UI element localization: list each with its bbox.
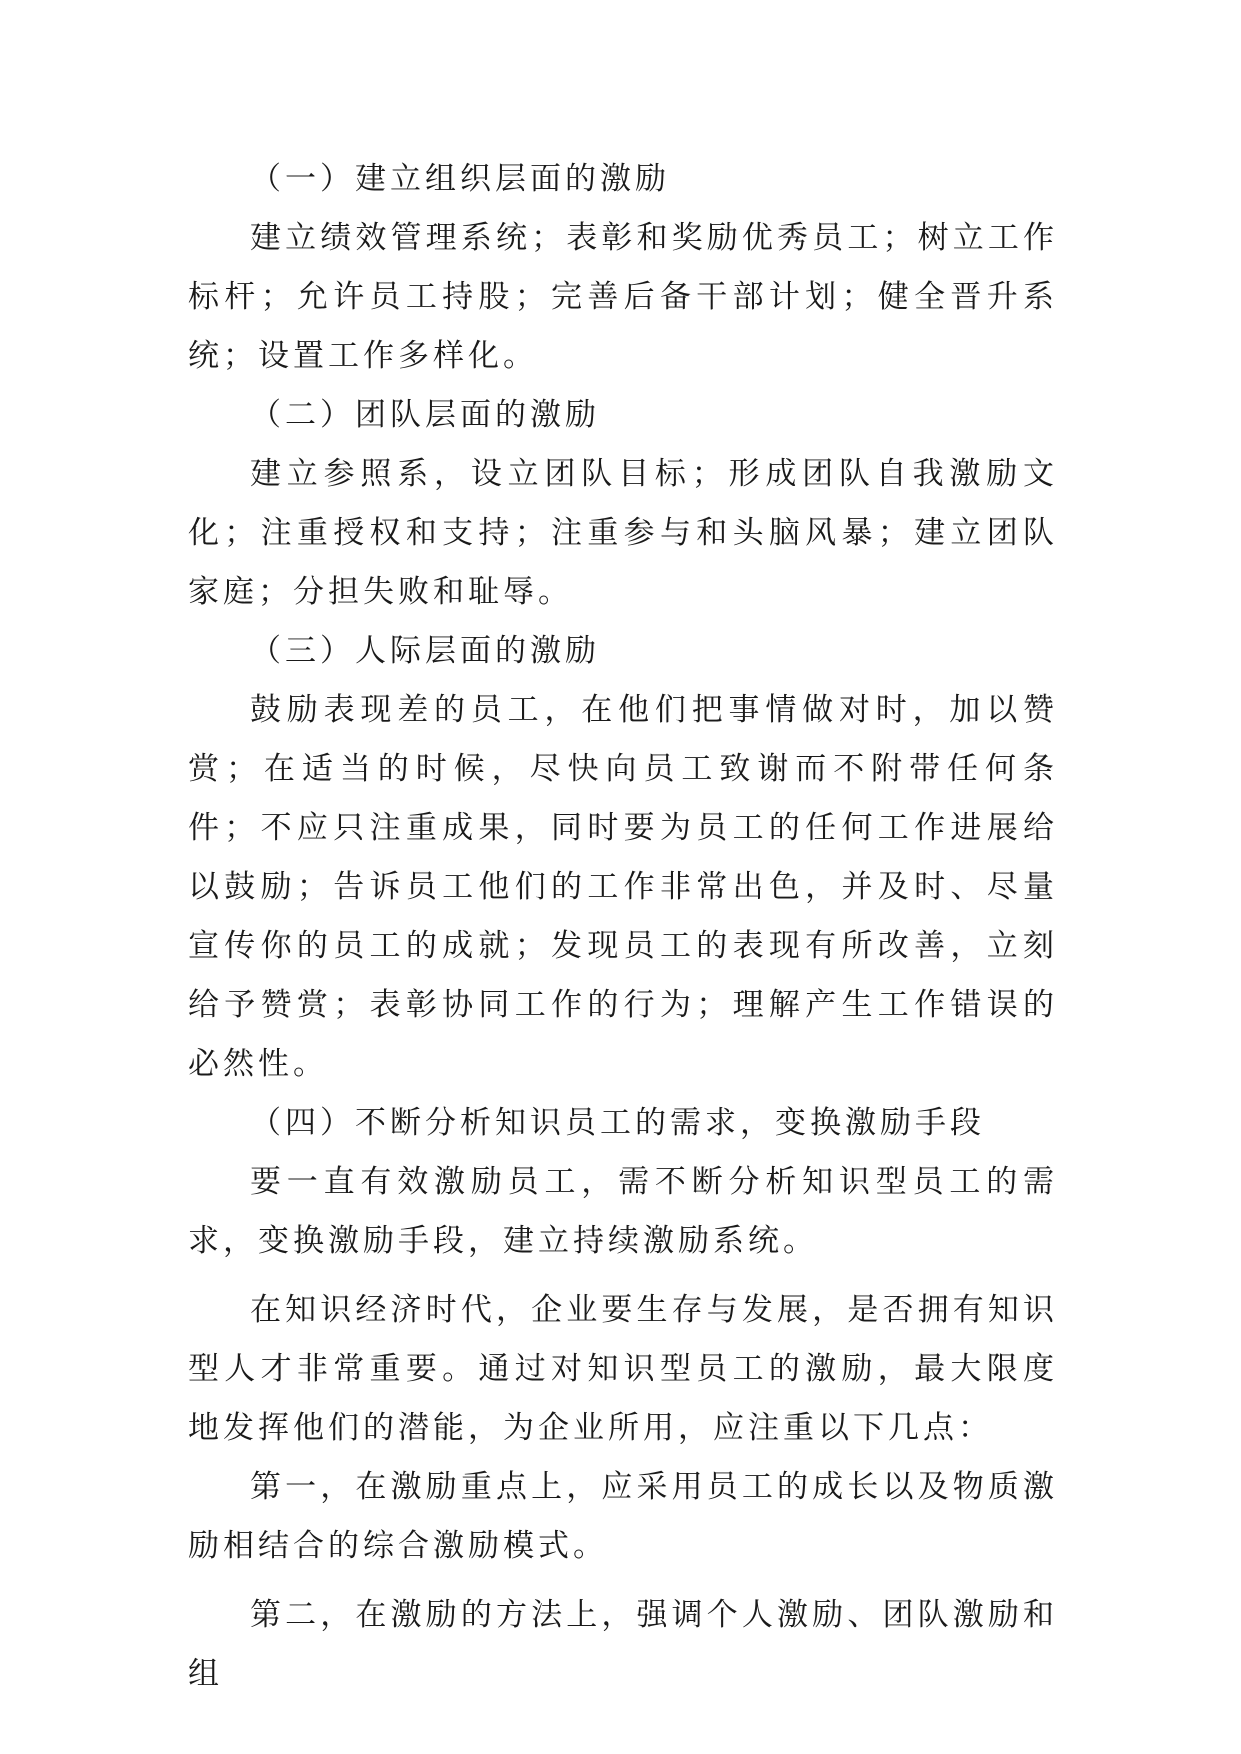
section-heading-needs-analysis: （四）不断分析知识员工的需求，变换激励手段 [250, 1105, 985, 1141]
section-heading-team: （二）团队层面的激励 [250, 397, 600, 433]
section-heading-organization: （一）建立组织层面的激励 [250, 161, 670, 197]
paragraph-gap [188, 1271, 1058, 1281]
paragraph-point-two: 第二，在激励的方法上，强调个人激励、团队激励和组 [188, 1597, 1058, 1692]
paragraph-needs-analysis: 要一直有效激励员工，需不断分析知识型员工的需求，变换激励手段，建立持续激励系统。 [188, 1164, 1058, 1259]
paragraph-team: 建立参照系，设立团队目标；形成团队自我激励文化；注重授权和支持；注重参与和头脑风暴；建立团队家庭；分担失败和耻辱。 [188, 456, 1058, 610]
paragraph-knowledge-economy: 在知识经济时代，企业要生存与发展，是否拥有知识型人才非常重要。通过对知识型员工的激励，最大限度地发挥他们的潜能，为企业所用，应注重以下几点： [188, 1292, 1058, 1446]
paragraph-gap [188, 1576, 1058, 1586]
paragraph-organization: 建立绩效管理系统；表彰和奖励优秀员工；树立工作标杆；允许员工持股；完善后备干部计划；健全晋升系统；设置工作多样化。 [188, 220, 1058, 374]
section-heading-interpersonal: （三）人际层面的激励 [250, 633, 600, 669]
document-body [188, 150, 1058, 1704]
paragraph-point-one: 第一，在激励重点上，应采用员工的成长以及物质激励相结合的综合激励模式。 [188, 1469, 1058, 1564]
paragraph-interpersonal: 鼓励表现差的员工，在他们把事情做对时，加以赞赏；在适当的时候，尽快向员工致谢而不附带任何条件；不应只注重成果，同时要为员工的任何工作进展给以鼓励；告诉员工他们的工作非常出色，并及时、尽量宣传你的员工的成就；发现员工的表现有所改善，立刻给予赞赏；表彰协同工作的行为；理解产生工作错误的必然性。 [188, 692, 1058, 1082]
